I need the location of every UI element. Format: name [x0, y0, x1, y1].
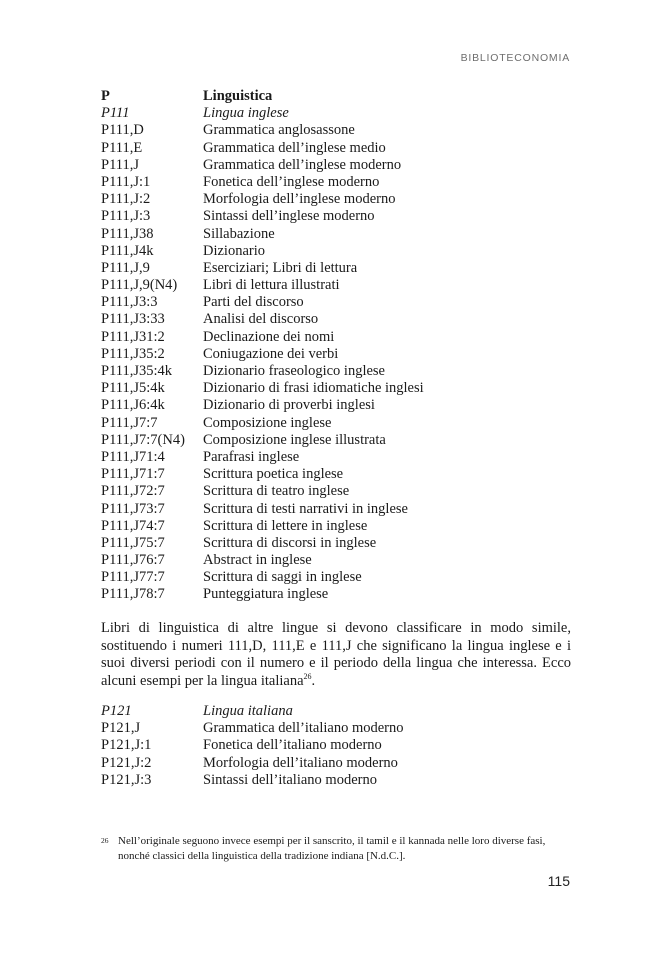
class-code: P111,J35:4k — [101, 363, 173, 379]
class-label: Scrittura di teatro inglese — [203, 483, 350, 500]
table-row — [101, 569, 581, 586]
table-row — [101, 535, 581, 552]
class-code: P111,J,9(N4) — [101, 277, 178, 294]
class-code: P111,J38 — [101, 225, 154, 242]
class-label: Composizione inglese — [203, 414, 332, 431]
class-code: P111,J71:7 — [101, 466, 165, 483]
class-label: Dizionario di frasi idiomatiche inglesi — [203, 380, 424, 397]
table-row — [101, 432, 581, 449]
class-code: P111,J73:7 — [101, 500, 165, 517]
class-code: P111,J74:7 — [101, 517, 165, 534]
table-row — [101, 122, 581, 139]
table-row — [101, 552, 581, 569]
class-label: Scrittura di testi narrativi in inglese — [203, 500, 408, 517]
class-label: Declinazione dei nomi — [203, 328, 335, 345]
footnote-text: Nell’originale seguono invece esempi per il sanscrito, il tamil e il kannada nelle loro diverse fasi, nonché classici della linguistica della tradizione indiana [N.d.C.]. — [118, 835, 546, 862]
table-row — [101, 466, 581, 483]
class-code: P121,J:3 — [101, 771, 152, 788]
footnote — [101, 834, 573, 864]
table-row — [101, 260, 581, 277]
class-label: Dizionario di proverbi inglesi — [203, 397, 375, 414]
class-code: P111,J76:7 — [101, 552, 165, 569]
class-label: Scrittura di saggi in inglese — [203, 569, 362, 586]
class-label: Fonetica dell’inglese moderno — [203, 173, 380, 190]
table-row — [101, 415, 581, 432]
page-number: 115 — [547, 873, 570, 889]
class-label: Scrittura di discorsi in inglese — [203, 534, 377, 551]
table-row — [101, 226, 581, 243]
class-code: P111,D — [101, 122, 144, 139]
table-row — [101, 191, 581, 208]
class-code: P111,J72:7 — [101, 483, 165, 500]
running-head: BIBLIOTECONOMIA — [460, 52, 570, 64]
table-row — [101, 449, 581, 466]
class-label: Grammatica dell’inglese moderno — [203, 156, 402, 173]
class-label: Scrittura di lettere in inglese — [203, 517, 368, 534]
class-code: P111,J:2 — [101, 191, 151, 208]
english-rows — [101, 122, 581, 603]
class-code: P111,J35:2 — [101, 345, 165, 362]
body-paragraph — [101, 620, 571, 690]
class-code: P111,J4k — [101, 242, 154, 259]
footnote-reference[interactable]: 26 — [303, 671, 312, 681]
class-code: P111,J5:4k — [101, 380, 165, 397]
class-label: Parti del discorso — [203, 294, 304, 311]
class-code: P111,J3:3 — [101, 294, 158, 311]
class-code: P111,J3:33 — [101, 311, 165, 328]
table-row — [101, 174, 581, 191]
table-row — [101, 277, 581, 294]
class-code: P111,J,9 — [101, 259, 150, 276]
table-row — [101, 737, 581, 754]
table-row — [101, 501, 581, 518]
class-label: Grammatica dell’italiano moderno — [203, 720, 404, 737]
class-label: Parafrasi inglese — [203, 448, 300, 465]
table-row — [101, 243, 581, 260]
table-row — [101, 346, 581, 363]
class-label: Sintassi dell’inglese moderno — [203, 208, 375, 225]
class-code: P121,J:2 — [101, 754, 152, 771]
class-label: Grammatica anglosassone — [203, 122, 355, 139]
table-header-row — [101, 88, 581, 105]
table-row — [101, 140, 581, 157]
class-code: P111,J:3 — [101, 208, 151, 225]
table-row — [101, 397, 581, 414]
class-label: Dizionario — [203, 242, 266, 259]
table-subheader-row — [101, 703, 581, 720]
table-row — [101, 755, 581, 772]
table-row — [101, 483, 581, 500]
table-row — [101, 329, 581, 346]
class-label: Lingua italiana — [203, 703, 293, 719]
class-label: Coniugazione dei verbi — [203, 345, 339, 362]
italian-rows — [101, 720, 581, 789]
class-label: Analisi del discorso — [203, 311, 319, 328]
class-code: P111,J7:7(N4) — [101, 431, 185, 448]
table-row — [101, 518, 581, 535]
class-code: P111,J6:4k — [101, 397, 165, 414]
class-label: Punteggiatura inglese — [203, 586, 329, 603]
class-code: P111,J — [101, 156, 140, 173]
class-label: Abstract in inglese — [203, 552, 312, 569]
class-code: P111,J78:7 — [101, 586, 165, 603]
class-code: P111,J77:7 — [101, 569, 165, 586]
class-label: Lingua inglese — [203, 105, 289, 122]
table-row — [101, 363, 581, 380]
footnote-number: 26 — [101, 836, 109, 845]
class-label: Linguistica — [203, 88, 273, 104]
table-row — [101, 586, 581, 603]
table-row — [101, 157, 581, 174]
class-label: Sillabazione — [203, 225, 275, 242]
class-code: P111,J31:2 — [101, 328, 165, 345]
class-label: Sintassi dell’italiano moderno — [203, 771, 377, 788]
class-code: P121,J — [101, 720, 141, 737]
class-code: P121,J:1 — [101, 737, 152, 754]
table-row — [101, 311, 581, 328]
class-code: P — [101, 88, 110, 104]
class-code: P111 — [101, 105, 130, 122]
paragraph-text: Libri di linguistica di altre lingue si devono classificare in modo simile, sostituendo i numeri 111,D, 111,E e 111,J che significano la lingua inglese e i suoi diversi periodi con il numero e il periodo della lingua che interessa. Ecco alcuni esempi per la lingua italiana — [101, 620, 571, 689]
class-code: P121 — [101, 703, 132, 719]
class-code: P111,J75:7 — [101, 534, 165, 551]
class-label: Composizione inglese illustrata — [203, 431, 386, 448]
class-label: Morfologia dell’italiano moderno — [203, 754, 398, 771]
class-code: P111,J:1 — [101, 173, 151, 190]
english-classification-table — [101, 88, 581, 604]
class-label: Scrittura poetica inglese — [203, 466, 344, 483]
class-label: Fonetica dell’italiano moderno — [203, 737, 382, 754]
class-label: Grammatica dell’inglese medio — [203, 139, 386, 156]
class-label: Morfologia dell’inglese moderno — [203, 191, 396, 208]
table-row — [101, 380, 581, 397]
table-row — [101, 294, 581, 311]
table-row — [101, 772, 581, 789]
table-subheader-row — [101, 105, 581, 122]
class-code: P111,J7:7 — [101, 414, 158, 431]
table-row — [101, 720, 581, 737]
table-row — [101, 208, 581, 225]
class-label: Eserciziari; Libri di lettura — [203, 259, 358, 276]
paragraph-end: . — [311, 672, 316, 689]
class-label: Libri di lettura illustrati — [203, 277, 340, 294]
class-code: P111,J71:4 — [101, 448, 165, 465]
class-label: Dizionario fraseologico inglese — [203, 363, 385, 379]
class-code: P111,E — [101, 139, 143, 156]
italian-classification-table — [101, 703, 581, 789]
